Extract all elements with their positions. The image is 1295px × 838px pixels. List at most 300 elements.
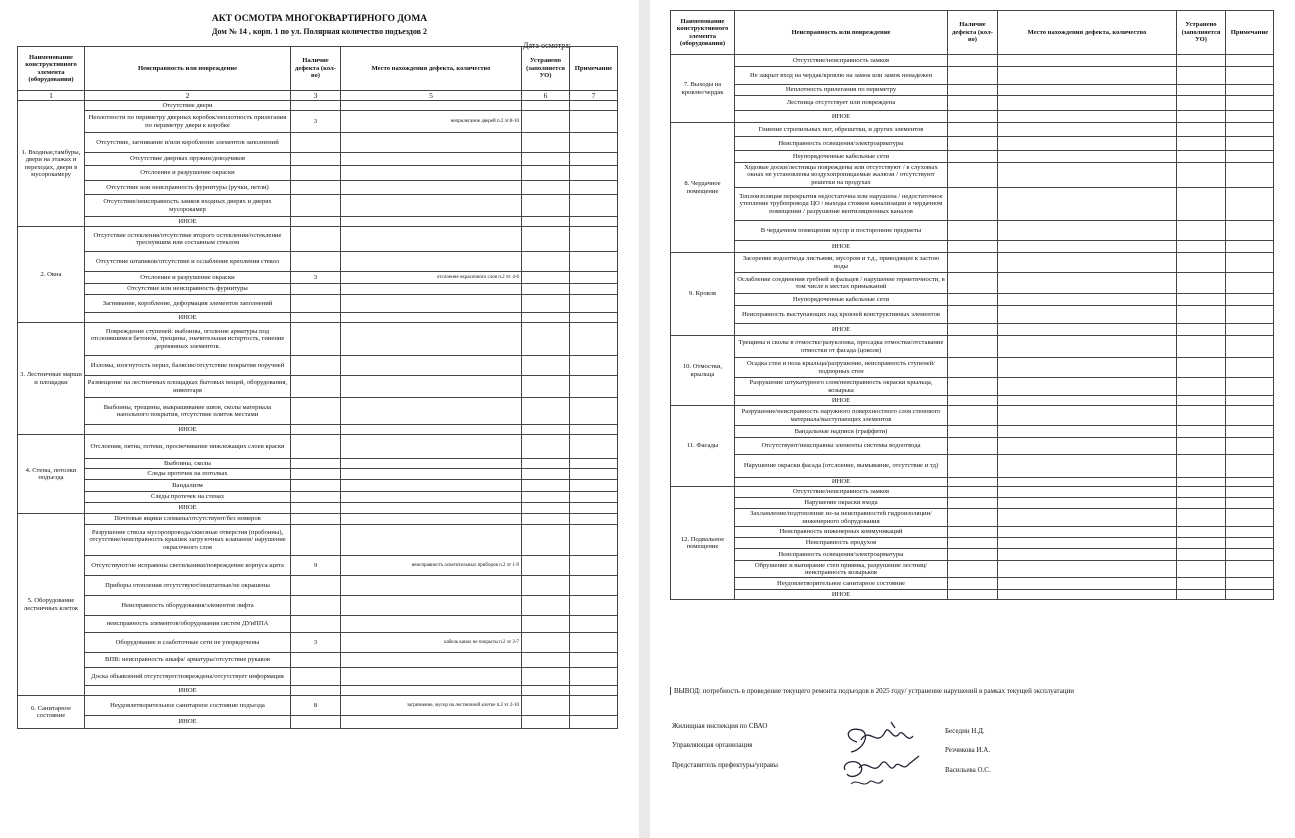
defect-location-cell xyxy=(341,398,522,425)
note-cell xyxy=(570,596,618,616)
defect-cell: Отсутствие или неисправность фурнитуры (ручки, петли) xyxy=(85,181,291,195)
defect-location-cell xyxy=(998,561,1177,578)
defect-cell: Неисправность оборудования/элементов лифта xyxy=(85,596,291,616)
defect-count-cell xyxy=(291,469,341,480)
fixed-cell xyxy=(522,514,570,525)
note-cell xyxy=(1226,55,1274,67)
defect-cell: ИНОЕ xyxy=(735,590,948,600)
defect-location-cell xyxy=(998,358,1177,378)
fixed-cell xyxy=(1177,426,1226,438)
column-number: 5 xyxy=(341,91,522,101)
fixed-cell xyxy=(1177,151,1226,163)
defect-cell: ИНОЕ xyxy=(735,111,948,123)
defect-cell: Отсутствие или неисправность фурнитуры xyxy=(85,284,291,295)
defect-cell: Приборы отопления отсутствуют/нештатные/не окрашены xyxy=(85,576,291,596)
defect-count-cell xyxy=(948,123,998,137)
defect-count-cell xyxy=(948,55,998,67)
table-row xyxy=(18,323,618,356)
defect-location-cell xyxy=(341,133,522,153)
element-name-cell: 12. Подвальное помещение xyxy=(671,487,735,600)
defect-cell: Неудовлетворительное санитарное состояние подъезда xyxy=(85,696,291,716)
defect-count-cell xyxy=(291,459,341,469)
table-row xyxy=(671,96,1274,111)
fixed-cell xyxy=(1177,561,1226,578)
defect-count-cell xyxy=(291,525,341,556)
table-row xyxy=(18,272,618,284)
fixed-cell xyxy=(1177,324,1226,336)
defect-cell: Отсутствие остекления/отсутствие второго остекления/остекление треснувшим или составным стеклом xyxy=(85,227,291,252)
act-subtitle: Дом № 14 , корп. 1 по ул. Полярная количество подъездов 2 xyxy=(212,27,427,36)
defect-location-cell: неисправность осветительных приборов п.2 эт 1-9 xyxy=(341,556,522,576)
note-cell xyxy=(570,503,618,514)
header-element: Наименование конструктивного элемента (оборудования) xyxy=(18,47,85,91)
note-cell xyxy=(1226,478,1274,487)
defect-cell: ИНОЕ xyxy=(85,503,291,514)
note-cell xyxy=(1226,396,1274,406)
defect-cell: Лестница отсутствует или повреждена xyxy=(735,96,948,111)
table-row xyxy=(671,478,1274,487)
note-cell xyxy=(570,217,618,227)
defect-count-cell xyxy=(948,188,998,221)
fixed-cell xyxy=(522,716,570,729)
defect-count-cell xyxy=(291,576,341,596)
defect-location-cell xyxy=(341,503,522,514)
fixed-cell xyxy=(522,217,570,227)
defect-count-cell xyxy=(291,686,341,696)
note-cell xyxy=(570,101,618,111)
defect-location-cell xyxy=(998,438,1177,455)
defect-location-cell: неприлегание дверей п.2 эт.8-10 xyxy=(341,111,522,133)
table-row xyxy=(671,273,1274,294)
note-cell xyxy=(570,313,618,323)
defect-location-cell xyxy=(998,336,1177,358)
defect-count-cell xyxy=(948,85,998,96)
act-page-left xyxy=(0,0,639,838)
defect-location-cell xyxy=(998,253,1177,273)
element-name-cell: 6. Санитарное состояние xyxy=(18,696,85,729)
fixed-cell xyxy=(1177,549,1226,561)
defect-location-cell xyxy=(998,478,1177,487)
defect-location-cell xyxy=(998,590,1177,600)
table-row xyxy=(671,426,1274,438)
table-row xyxy=(18,492,618,503)
table-row xyxy=(671,137,1274,151)
table-row xyxy=(18,217,618,227)
fixed-cell xyxy=(522,101,570,111)
defect-count-cell xyxy=(948,578,998,590)
note-cell xyxy=(570,668,618,686)
note-cell xyxy=(1226,561,1274,578)
fixed-cell xyxy=(1177,55,1226,67)
fixed-cell xyxy=(522,469,570,480)
defect-location-cell xyxy=(341,668,522,686)
table-row xyxy=(18,376,618,398)
defect-cell: Ходовые доски/лестницы повреждены или отсутствуют / в слуховых окнах не установлены воздухопроницаемые жалюзи / отсутствуют решетки на продухах xyxy=(735,163,948,188)
defect-count-cell xyxy=(948,487,998,498)
defect-location-cell xyxy=(341,252,522,272)
defect-cell: Изломы, изогнутость перил, балясин/отсутствие покрытия поручней xyxy=(85,356,291,376)
fixed-cell xyxy=(522,227,570,252)
defect-count-cell xyxy=(948,336,998,358)
defect-cell: Размещение на лестничных площадках бытовых вещей, оборудования, инвентаря xyxy=(85,376,291,398)
fixed-cell xyxy=(1177,221,1226,241)
fixed-cell xyxy=(522,133,570,153)
fixed-cell xyxy=(522,313,570,323)
column-number-row xyxy=(18,91,618,101)
table-row xyxy=(18,153,618,166)
defect-cell: Разрушение штукатурного слоя/неисправность окраски крыльца, козырька xyxy=(735,378,948,396)
note-cell xyxy=(1226,336,1274,358)
defect-location-cell xyxy=(998,426,1177,438)
defect-cell: Неупорядоченные кабельные сети xyxy=(735,151,948,163)
note-cell xyxy=(570,133,618,153)
fixed-cell xyxy=(522,111,570,133)
defect-location-cell xyxy=(341,480,522,492)
defect-count-cell xyxy=(948,509,998,527)
header-element: Наименование конструктивного элемента (оборудования) xyxy=(671,11,735,55)
defect-count-cell: 3 xyxy=(291,272,341,284)
defect-count-cell xyxy=(948,163,998,188)
defect-location-cell: отслоение окрасочного слоя п.2 эт. 4-6 xyxy=(341,272,522,284)
defect-count-cell xyxy=(948,253,998,273)
inspection-table-left xyxy=(17,46,618,729)
table-row xyxy=(671,406,1274,426)
defect-location-cell xyxy=(998,527,1177,538)
defect-location-cell xyxy=(998,549,1177,561)
inspection-table-right xyxy=(670,10,1274,600)
table-row xyxy=(18,503,618,514)
defect-location-cell xyxy=(341,195,522,217)
note-cell xyxy=(570,469,618,480)
defect-location-cell xyxy=(341,323,522,356)
defect-cell: Отсутствие штапиков/отсутствие и ослабление крепления стекол xyxy=(85,252,291,272)
header-presence: Наличие дефекта (кол-во) xyxy=(291,47,341,91)
defect-location-cell xyxy=(341,181,522,195)
note-cell xyxy=(570,716,618,729)
defect-cell: Нарушение окраски входа xyxy=(735,498,948,509)
defect-count-cell: 3 xyxy=(291,633,341,653)
defect-location-cell: кабель канал не покрыты п.2 эт 3-7 xyxy=(341,633,522,653)
table-row xyxy=(18,469,618,480)
defect-cell: Неупорядоченные кабельные сети xyxy=(735,294,948,306)
defect-count-cell xyxy=(948,306,998,324)
header-location: Место нахождения дефекта, количество xyxy=(341,47,522,91)
fixed-cell xyxy=(522,480,570,492)
fixed-cell xyxy=(1177,96,1226,111)
signature-name: Резчикова И.А. xyxy=(945,746,991,754)
note-cell xyxy=(570,492,618,503)
defect-cell: Захламление/подтопление из-за неисправностей гидроизоляции/инженерного оборудования xyxy=(735,509,948,527)
table-row xyxy=(671,221,1274,241)
note-cell xyxy=(570,525,618,556)
defect-count-cell xyxy=(948,294,998,306)
defect-cell: Теплоизоляция перекрытия недостаточна или нарушена / недостаточное утепление трубопровода ЦО / выходы стояков канализации в чердачном помещении / разрушение вентиляционных каналов xyxy=(735,188,948,221)
table-row xyxy=(671,455,1274,478)
defect-count-cell xyxy=(291,101,341,111)
defect-location-cell xyxy=(341,616,522,633)
signature-role: Жилищная инспекция по СВАО xyxy=(672,722,768,730)
defect-location-cell xyxy=(341,166,522,181)
defect-cell: Не закрыт вход на чердак/кровлю на замок или замок ненадежен xyxy=(735,67,948,85)
defect-count-cell xyxy=(948,561,998,578)
defect-location-cell xyxy=(998,406,1177,426)
note-cell xyxy=(570,398,618,425)
column-number: 6 xyxy=(522,91,570,101)
defect-count-cell xyxy=(948,396,998,406)
fixed-cell xyxy=(522,425,570,435)
header-defect: Неисправность или повреждение xyxy=(735,11,948,55)
table-row xyxy=(18,181,618,195)
table-row xyxy=(671,396,1274,406)
act-page-right xyxy=(650,0,1295,838)
fixed-cell xyxy=(522,596,570,616)
fixed-cell xyxy=(522,668,570,686)
note-cell xyxy=(1226,590,1274,600)
element-name-cell: 10. Отмостки, крыльца xyxy=(671,336,735,406)
defect-cell: Следы протечек на стенах xyxy=(85,492,291,503)
defect-count-cell xyxy=(291,227,341,252)
note-cell xyxy=(1226,358,1274,378)
fixed-cell xyxy=(1177,578,1226,590)
note-cell xyxy=(570,459,618,469)
defect-location-cell xyxy=(998,96,1177,111)
header-fixed: Устранено (заполняется УО) xyxy=(1177,11,1226,55)
defect-count-cell xyxy=(291,503,341,514)
defect-cell: Повреждение ступеней: выбоины, оголение арматуры под отслоившимся бетоном, трещины, значительная истертость, гниение деревянных элементов. xyxy=(85,323,291,356)
table-row xyxy=(671,324,1274,336)
table-row xyxy=(18,668,618,686)
defect-location-cell xyxy=(341,101,522,111)
column-number: 1 xyxy=(18,91,85,101)
defect-location-cell xyxy=(341,576,522,596)
defect-count-cell xyxy=(291,514,341,525)
element-name-cell: 11. Фасады xyxy=(671,406,735,487)
defect-location-cell xyxy=(341,653,522,668)
note-cell xyxy=(1226,578,1274,590)
header-note: Примечание xyxy=(570,47,618,91)
column-number: 2 xyxy=(85,91,291,101)
fixed-cell xyxy=(1177,137,1226,151)
defect-count-cell xyxy=(291,653,341,668)
defect-count-cell xyxy=(291,181,341,195)
table-row xyxy=(671,188,1274,221)
table-row xyxy=(671,509,1274,527)
fixed-cell xyxy=(1177,438,1226,455)
defect-cell: Вандализм xyxy=(85,480,291,492)
defect-cell: Следы протечек на потолках xyxy=(85,469,291,480)
defect-count-cell xyxy=(948,406,998,426)
defect-count-cell xyxy=(948,438,998,455)
defect-location-cell xyxy=(998,137,1177,151)
note-cell xyxy=(1226,549,1274,561)
defect-count-cell xyxy=(291,295,341,313)
defect-count-cell: 9 xyxy=(291,556,341,576)
defect-count-cell xyxy=(291,356,341,376)
note-cell xyxy=(1226,123,1274,137)
table-row xyxy=(18,166,618,181)
defect-cell: Разрушение/неисправность наружного поверхностного слоя стенового материала/выступающих элементов xyxy=(735,406,948,426)
defect-count-cell xyxy=(291,166,341,181)
note-cell xyxy=(570,153,618,166)
header-presence: Наличие дефекта (кол-во) xyxy=(948,11,998,55)
table-header-row xyxy=(18,47,618,91)
defect-cell: Вандальные надписи (граффити) xyxy=(735,426,948,438)
defect-cell: Загнивание, коробление, деформация элементов заполнений xyxy=(85,295,291,313)
table-row xyxy=(671,151,1274,163)
table-row xyxy=(18,101,618,111)
note-cell xyxy=(1226,294,1274,306)
note-cell xyxy=(1226,273,1274,294)
defect-cell: Гниение стропильных ног, обрешетки, и других элементов xyxy=(735,123,948,137)
defect-location-cell xyxy=(998,111,1177,123)
defect-location-cell xyxy=(341,356,522,376)
defect-count-cell xyxy=(291,195,341,217)
fixed-cell xyxy=(1177,85,1226,96)
note-cell xyxy=(1226,85,1274,96)
table-row xyxy=(18,459,618,469)
defect-location-cell xyxy=(998,538,1177,549)
element-name-cell: 8. Чердачное помещение xyxy=(671,123,735,253)
defect-location-cell xyxy=(998,294,1177,306)
note-cell xyxy=(570,284,618,295)
note-cell xyxy=(570,633,618,653)
defect-count-cell xyxy=(948,273,998,294)
fixed-cell xyxy=(1177,253,1226,273)
note-cell xyxy=(570,556,618,576)
table-row xyxy=(18,195,618,217)
defect-count-cell xyxy=(291,425,341,435)
defect-count-cell xyxy=(291,153,341,166)
defect-location-cell xyxy=(998,221,1177,241)
note-cell xyxy=(570,166,618,181)
defect-location-cell xyxy=(998,163,1177,188)
note-cell xyxy=(1226,221,1274,241)
table-row xyxy=(671,336,1274,358)
table-row xyxy=(18,653,618,668)
table-row xyxy=(18,616,618,633)
header-location: Место нахождения дефекта, количество xyxy=(998,11,1177,55)
fixed-cell xyxy=(1177,336,1226,358)
defect-cell: В чердачном помещении мусор и посторонние предметы xyxy=(735,221,948,241)
note-cell xyxy=(570,576,618,596)
table-row xyxy=(18,398,618,425)
element-name-cell: 2. Окна xyxy=(18,227,85,323)
fixed-cell xyxy=(522,616,570,633)
defect-cell: Засорение водоотвода листьями, мусором и т.д., приводящее к застою воды xyxy=(735,253,948,273)
table-row xyxy=(671,561,1274,578)
defect-location-cell xyxy=(341,376,522,398)
defect-count-cell: 8 xyxy=(291,696,341,716)
defect-cell: Нарушение окраски фасада (отслоение, вымывание, отсутствие и тд) xyxy=(735,455,948,478)
defect-cell: Неисправность выступающих над кровлей конструктивных элементов xyxy=(735,306,948,324)
fixed-cell xyxy=(1177,241,1226,253)
table-row xyxy=(18,525,618,556)
defect-cell: Отсутствие двери xyxy=(85,101,291,111)
defect-location-cell xyxy=(998,324,1177,336)
table-row xyxy=(18,425,618,435)
table-row xyxy=(671,123,1274,137)
note-cell xyxy=(1226,253,1274,273)
fixed-cell xyxy=(1177,358,1226,378)
defect-location-cell xyxy=(998,241,1177,253)
fixed-cell xyxy=(522,252,570,272)
defect-count-cell xyxy=(291,252,341,272)
table-row xyxy=(18,556,618,576)
defect-location-cell xyxy=(998,67,1177,85)
defect-location-cell xyxy=(998,578,1177,590)
note-cell xyxy=(1226,455,1274,478)
defect-location-cell: загрязнение, мусор на лестничной клетке п.2 эт 2-10 xyxy=(341,696,522,716)
fixed-cell xyxy=(1177,163,1226,188)
table-row xyxy=(671,163,1274,188)
table-header-row xyxy=(671,11,1274,55)
table-row xyxy=(671,549,1274,561)
table-row xyxy=(671,538,1274,549)
defect-count-cell xyxy=(291,596,341,616)
note-cell xyxy=(1226,487,1274,498)
table-row xyxy=(18,514,618,525)
table-row xyxy=(671,241,1274,253)
defect-location-cell xyxy=(341,425,522,435)
fixed-cell xyxy=(522,556,570,576)
defect-count-cell xyxy=(291,492,341,503)
table-row xyxy=(671,85,1274,96)
signature-name: Васильева О.С. xyxy=(945,766,991,774)
defect-count-cell xyxy=(948,221,998,241)
defect-cell: ИНОЕ xyxy=(85,716,291,729)
fixed-cell xyxy=(522,166,570,181)
note-cell xyxy=(570,295,618,313)
defect-cell: Доска объявлений отсутствует/повреждена/отсутствует информация xyxy=(85,668,291,686)
defect-location-cell xyxy=(998,396,1177,406)
note-cell xyxy=(1226,111,1274,123)
table-row xyxy=(18,313,618,323)
defect-count-cell xyxy=(291,217,341,227)
fixed-cell xyxy=(1177,509,1226,527)
defect-cell: Неисправность инженерных коммуникаций xyxy=(735,527,948,538)
element-name-cell: 3. Лестничные марши и площадки xyxy=(18,323,85,435)
note-cell xyxy=(570,111,618,133)
defect-cell: ИНОЕ xyxy=(735,396,948,406)
defect-location-cell xyxy=(341,469,522,480)
note-cell xyxy=(1226,324,1274,336)
fixed-cell xyxy=(522,181,570,195)
defect-count-cell xyxy=(291,716,341,729)
table-row xyxy=(18,596,618,616)
table-row xyxy=(671,358,1274,378)
note-cell xyxy=(570,653,618,668)
element-name-cell: 7. Выходы на кровлю/чердак xyxy=(671,55,735,123)
note-cell xyxy=(1226,438,1274,455)
defect-count-cell xyxy=(948,241,998,253)
defect-cell: ИНОЕ xyxy=(85,686,291,696)
defect-location-cell xyxy=(998,455,1177,478)
note-cell xyxy=(570,435,618,459)
defect-count-cell xyxy=(948,96,998,111)
defect-count-cell xyxy=(948,549,998,561)
defect-cell: Отсутствие/неисправность замков xyxy=(735,487,948,498)
fixed-cell xyxy=(1177,538,1226,549)
note-cell xyxy=(1226,188,1274,221)
defect-location-cell xyxy=(341,227,522,252)
column-number: 7 xyxy=(570,91,618,101)
note-cell xyxy=(1226,137,1274,151)
defect-cell: Отслоения, пятна, потеки, просвечивание нижлежащих слоев краски xyxy=(85,435,291,459)
element-name-cell: 5. Оборудование лестничных клеток xyxy=(18,514,85,696)
fixed-cell xyxy=(1177,455,1226,478)
defect-cell: Отсутствие/неисправность замков входных дверях и дверях мусорокамер xyxy=(85,195,291,217)
defect-cell: Неисправность продухов xyxy=(735,538,948,549)
